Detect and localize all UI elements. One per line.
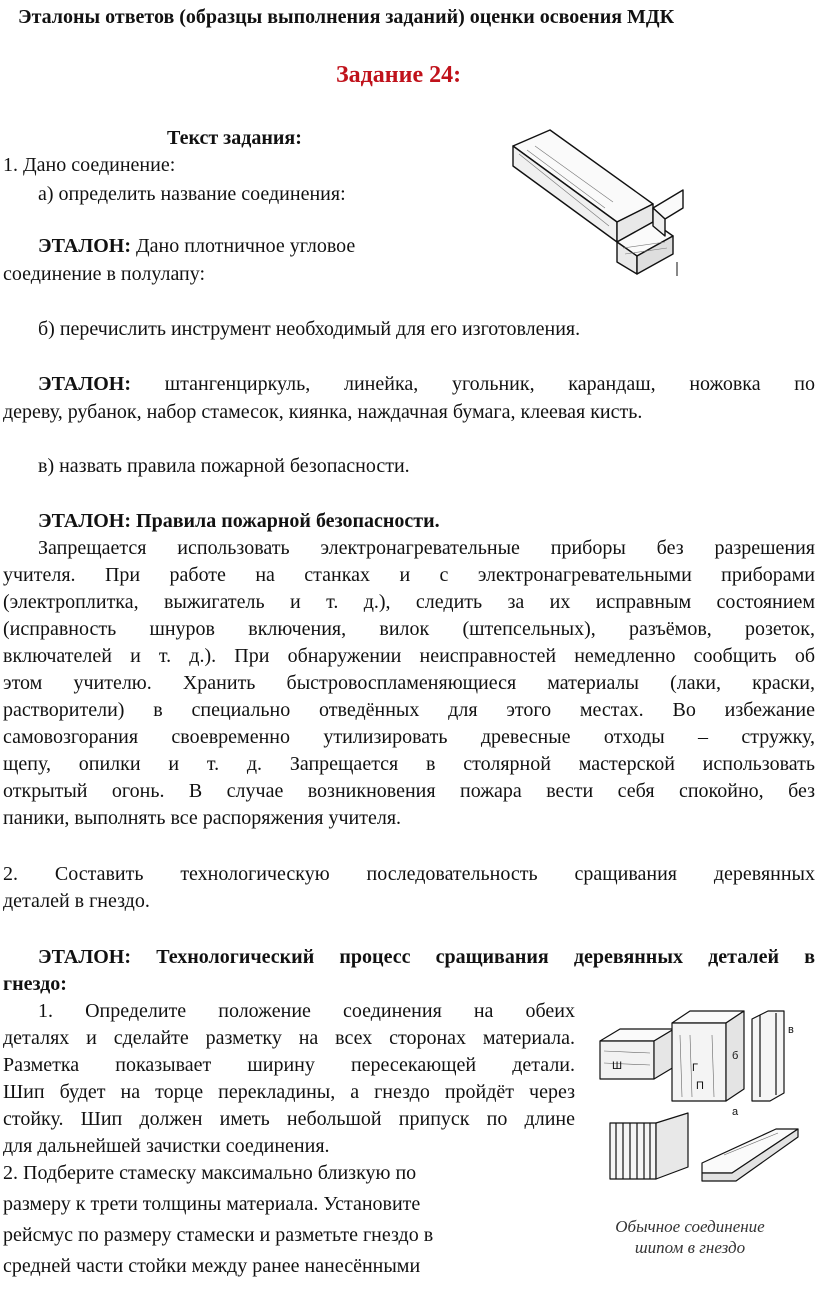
fire-rules-line: открытый огонь. В случае возникновения пожара вести себя спокойно, без: [3, 780, 815, 802]
step-2-line: средней части стойки между ранее нанесёнными: [3, 1255, 421, 1277]
figure-caption-line1: Обычное соединение: [615, 1217, 765, 1236]
step-1-line: Разметка показывает ширину пересекающей детали.: [3, 1054, 575, 1076]
fire-rules-line: учителя. При работе на станках и с электронагревательными приборами: [3, 564, 815, 586]
label-p: П: [696, 1080, 704, 1092]
step-1-line: деталях и сделайте разметку на всех сторонах материала.: [3, 1027, 575, 1049]
etalon-1b-line1: [38, 371, 815, 398]
fire-rules-line: включателей и т. д.). При обнаружении неисправностей немедленно сообщить об: [3, 645, 815, 667]
fire-rules-line: (исправность шнуров включения, вилок (штепсельных), разъёмов, розеток,: [3, 618, 815, 640]
label-v: в: [788, 1024, 794, 1036]
figure-caption-line2: шипом в гнездо: [634, 1238, 746, 1257]
question-1: 1. Дано соединение:: [3, 154, 176, 176]
fire-rules-line: паники, выполнять все распоряжения учителя.: [3, 807, 402, 829]
question-1b: б) перечислить инструмент необходимый для его изготовления.: [38, 318, 581, 340]
etalon-2-heading-line1: ЭТАЛОН: Технологический процесс сращивания деревянных деталей в: [38, 946, 815, 968]
step-2-line: 2. Подберите стамеску максимально близкую по: [3, 1162, 417, 1184]
fire-rules-line: (электроплитка, выжигатель и т. д.), следить за их исправным состоянием: [3, 591, 815, 613]
label-a: а: [732, 1106, 739, 1118]
question-1c: в) назвать правила пожарной безопасности.: [38, 455, 410, 477]
etalon-1a-line1: [38, 233, 355, 260]
step-1-line: Шип будет на торце перекладины, а гнездо пройдёт через: [3, 1081, 575, 1103]
label-b: б: [732, 1050, 739, 1062]
document-header: Эталоны ответов (образцы выполнения заданий) оценки освоения МДК: [18, 6, 675, 28]
etalon-1a-text: Дано плотничное угловое: [136, 235, 356, 257]
etalon-1b-line2: дереву, рубанок, набор стамесок, киянка, наждачная бумага, клеевая кисть.: [3, 401, 643, 423]
etalon-1a-line2: соединение в полулапу:: [3, 263, 206, 285]
half-lap-joint-figure: [505, 124, 685, 284]
step-2-line: размеру к трети толщины материала. Установите: [3, 1193, 421, 1215]
etalon-1c-heading: ЭТАЛОН: Правила пожарной безопасности.: [38, 510, 440, 532]
etalon-1b-text: штангенциркуль, линейка, угольник, карандаш, ножовка по: [164, 373, 815, 395]
step-2-line: рейсмус по размеру стамески и разметьте гнездо в: [3, 1224, 434, 1246]
fire-rules-line: щепу, опилки и т. д. Запрещается в столярной мастерской использовать: [3, 753, 815, 775]
label-g: Г: [692, 1062, 698, 1074]
step-1-line: для дальнейшей зачистки соединения.: [3, 1135, 330, 1157]
step-1-line: 1. Определите положение соединения на обеих: [38, 1000, 575, 1022]
figure-caption: [585, 1216, 795, 1258]
label-s: Ш: [612, 1060, 623, 1072]
question-1a: а) определить название соединения:: [38, 183, 346, 205]
task-title: Задание 24:: [336, 62, 462, 88]
task-text-heading: Текст задания:: [167, 127, 302, 149]
etalon-label: ЭТАЛОН:: [38, 235, 132, 257]
fire-rules-line: этом учителю. Хранить быстровоспламеняющиеся материалы (лаки, краски,: [3, 672, 815, 694]
etalon-label: ЭТАЛОН:: [38, 373, 132, 395]
step-1-line: стойку. Шип должен иметь небольшой припуск по длине: [3, 1108, 575, 1130]
fire-rules-line: растворители) в специально отведённых для этого местах. Во избежание: [3, 699, 815, 721]
mortise-tenon-figure: [592, 1005, 808, 1185]
question-2-line2: деталей в гнездо.: [3, 890, 150, 912]
fire-rules-line: самовозгорания своевременно утилизировать древесные отходы – стружку,: [3, 726, 815, 748]
question-2-line1: 2. Составить технологическую последовательность сращивания деревянных: [3, 863, 815, 885]
fire-rules-line: Запрещается использовать электронагревательные приборы без разрешения: [38, 537, 815, 559]
etalon-2-heading-line2: гнездо:: [3, 973, 67, 995]
